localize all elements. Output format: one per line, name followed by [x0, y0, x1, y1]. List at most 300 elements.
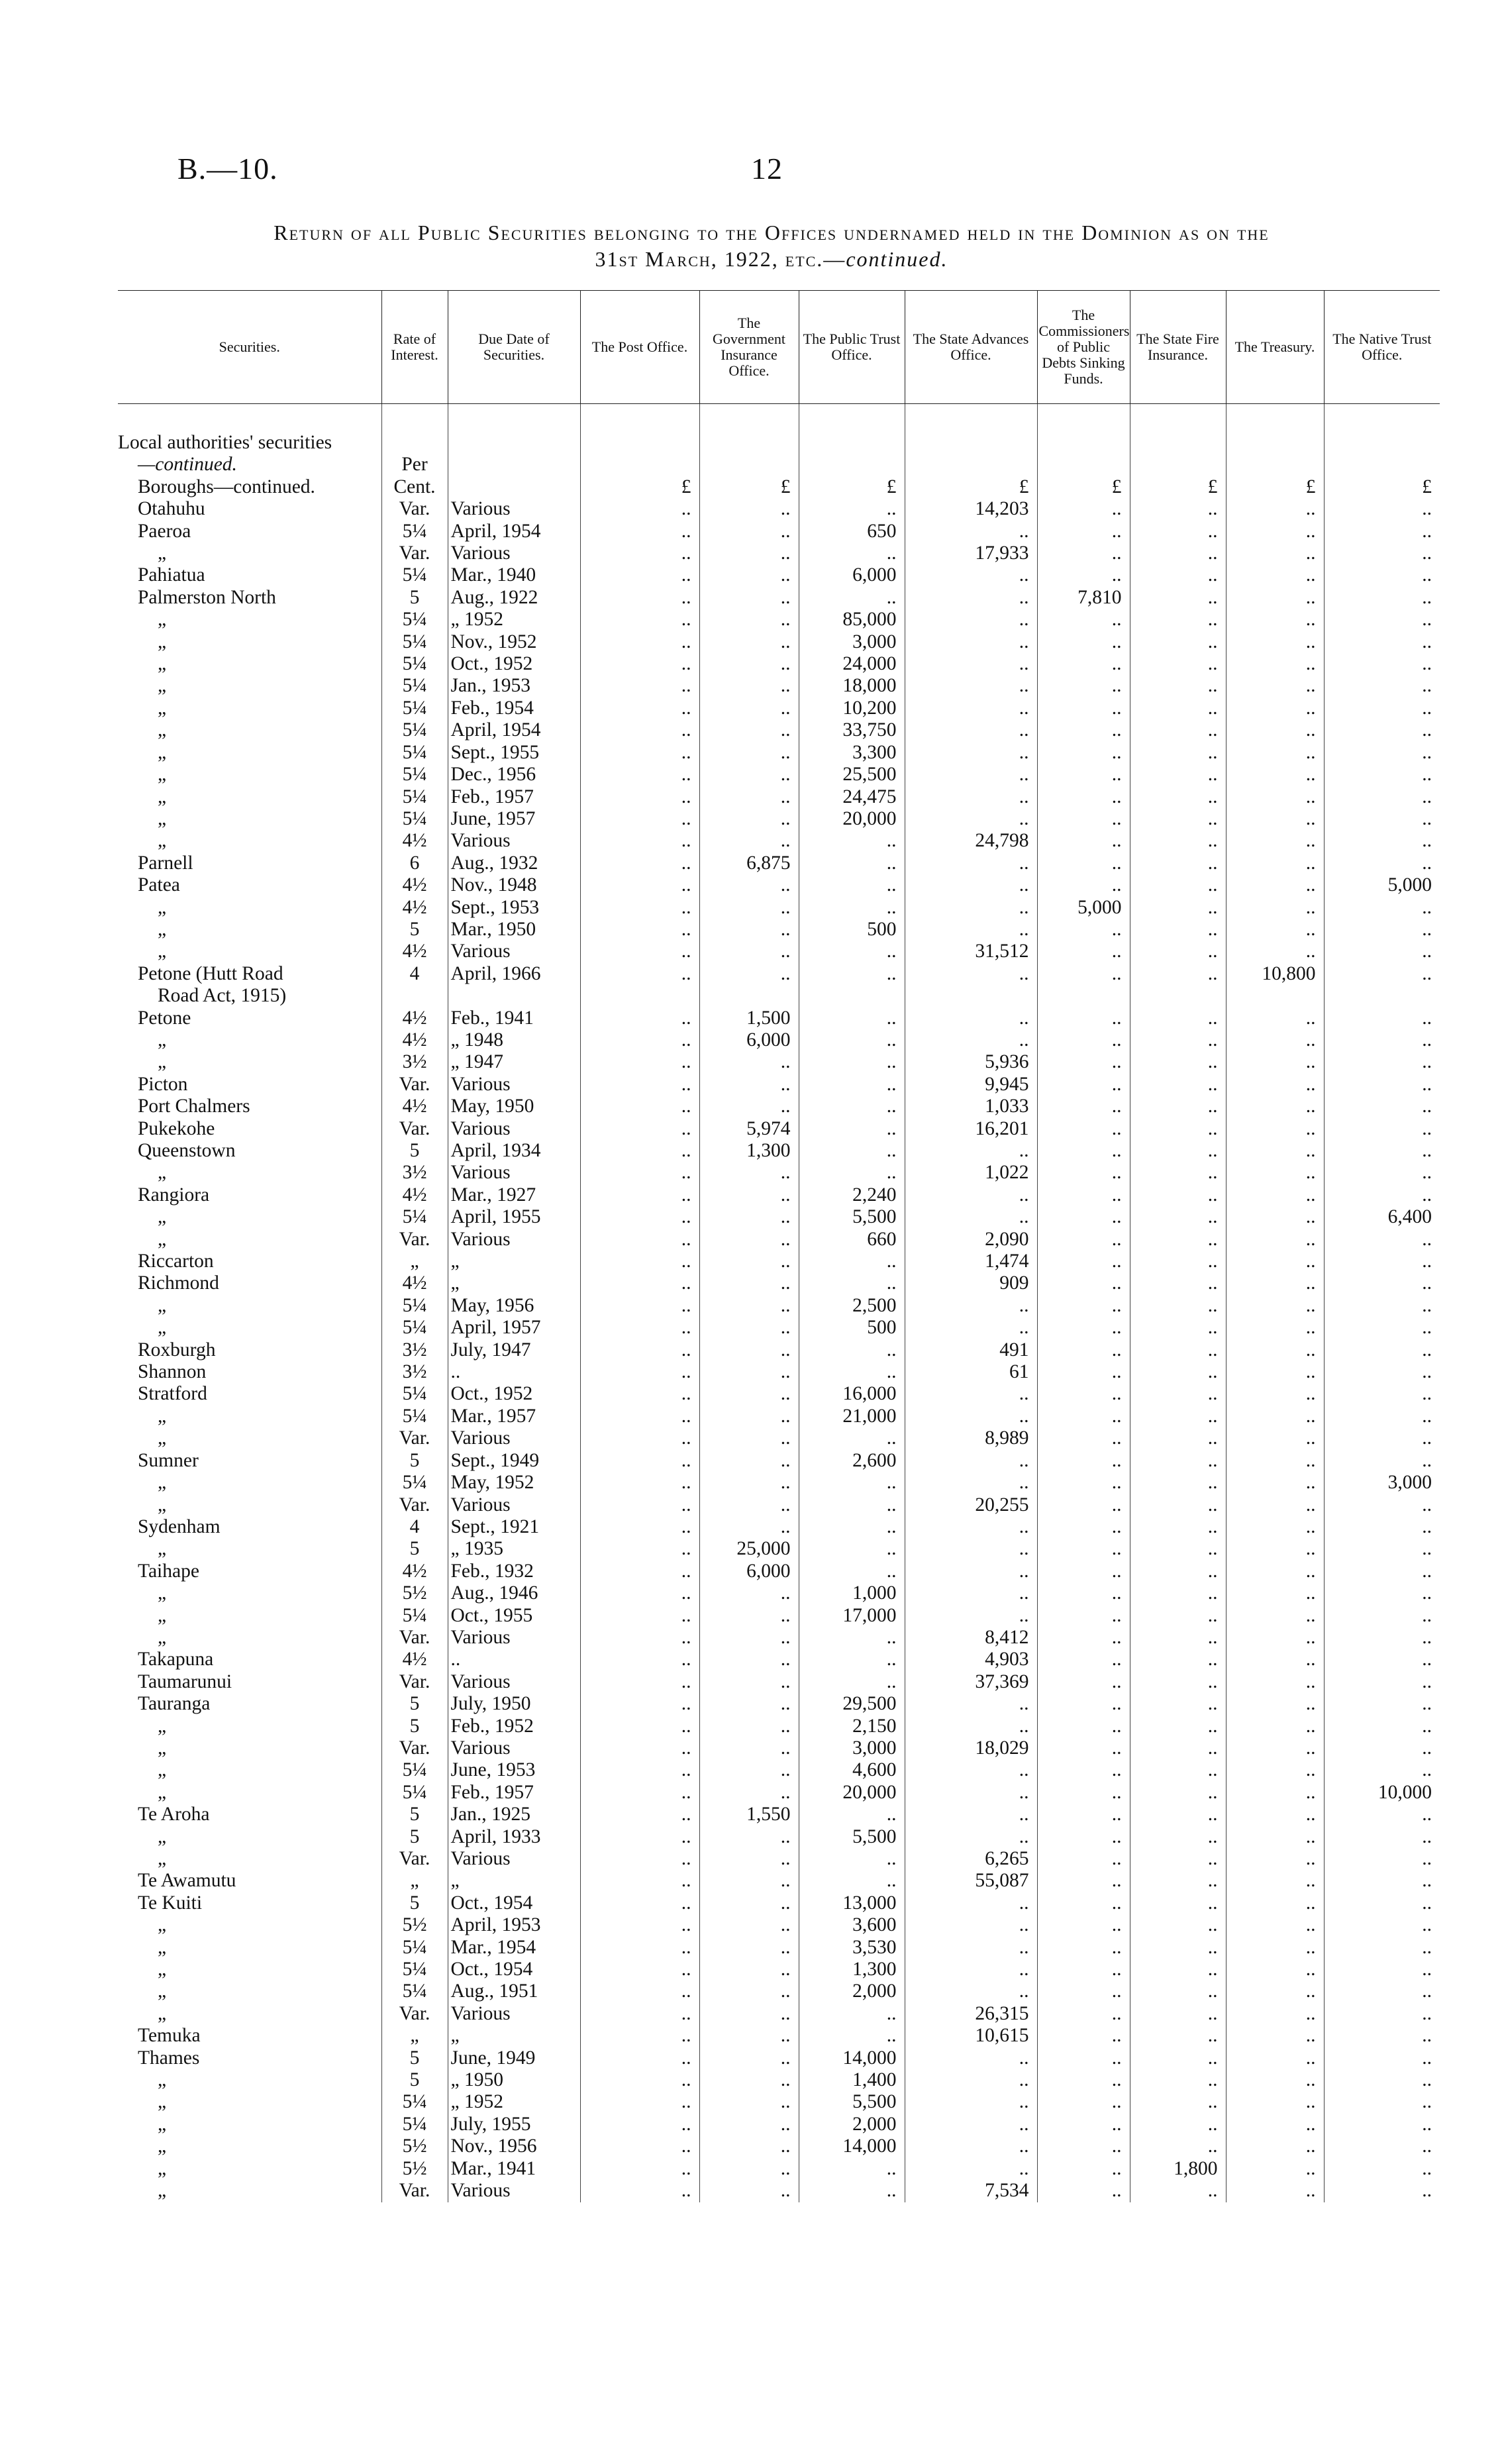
- cell-government-insurance: ..: [699, 1494, 799, 1516]
- cell-public-trust: ..: [799, 1427, 905, 1449]
- cell-security-name: „: [158, 675, 167, 697]
- cell-government-insurance: ..: [699, 1627, 799, 1649]
- cell-rate: 5: [381, 1140, 448, 1162]
- cell-state-fire: ..: [1130, 1339, 1226, 1361]
- cell-security-name: Thames: [138, 2047, 200, 2069]
- cell-government-insurance: ..: [699, 1582, 799, 1604]
- cell-post-office: ..: [580, 2025, 699, 2047]
- cell-government-insurance: ..: [699, 1914, 799, 1936]
- cell-security-name: „: [158, 2135, 167, 2157]
- cell-government-insurance: ..: [699, 1870, 799, 1892]
- cell-post-office: ..: [580, 1450, 699, 1472]
- cell-public-trust: 500: [799, 919, 905, 941]
- cell-due-date: „: [448, 2025, 580, 2047]
- cell-state-advances: ..: [905, 1693, 1037, 1715]
- table-row: [118, 1914, 1440, 1936]
- unit-cent: Cent.: [381, 476, 448, 498]
- cell-security-name: „: [158, 1959, 167, 1980]
- table-row: [118, 2069, 1440, 2091]
- cell-post-office: ..: [580, 1317, 699, 1339]
- cell-treasury: ..: [1226, 1184, 1324, 1206]
- cell-post-office: ..: [580, 1914, 699, 1936]
- cell-state-fire: ..: [1130, 830, 1226, 852]
- cell-public-trust: 650: [799, 521, 905, 542]
- cell-treasury: ..: [1226, 1582, 1324, 1604]
- cell-treasury: ..: [1226, 2047, 1324, 2069]
- table-row: [118, 1096, 1440, 1117]
- cell-security-name: „: [158, 1737, 167, 1759]
- cell-native-trust: ..: [1324, 653, 1440, 675]
- cell-due-date: May, 1950: [448, 1096, 580, 1117]
- cell-rate: Var.: [381, 1074, 448, 1096]
- cell-public-trust: ..: [799, 1029, 905, 1051]
- cell-government-insurance: ..: [699, 1980, 799, 2002]
- cell-government-insurance: ..: [699, 742, 799, 764]
- cell-due-date: Various: [448, 498, 580, 520]
- col-post-office: The Post Office.: [580, 291, 699, 404]
- cell-post-office: ..: [580, 2180, 699, 2202]
- cell-state-fire: ..: [1130, 653, 1226, 675]
- cell-public-trust: 14,000: [799, 2135, 905, 2157]
- cell-public-trust: ..: [799, 1804, 905, 1825]
- cell-state-advances: 17,933: [905, 542, 1037, 564]
- cell-rate: 5¼: [381, 1782, 448, 1804]
- cell-sinking-funds: ..: [1037, 675, 1130, 697]
- cell-public-trust: ..: [799, 1494, 905, 1516]
- cell-post-office: ..: [580, 1937, 699, 1959]
- cell-treasury: ..: [1226, 498, 1324, 520]
- cell-rate: 5¼: [381, 2091, 448, 2113]
- cell-security-name: „: [158, 2069, 167, 2091]
- cell-state-advances: ..: [905, 2114, 1037, 2135]
- cell-post-office: ..: [580, 1716, 699, 1737]
- cell-post-office: ..: [580, 1759, 699, 1781]
- cell-native-trust: ..: [1324, 1096, 1440, 1117]
- cell-state-fire: ..: [1130, 1627, 1226, 1649]
- cell-government-insurance: ..: [699, 1383, 799, 1405]
- cell-public-trust: 21,000: [799, 1406, 905, 1427]
- cell-due-date: „ 1952: [448, 2091, 580, 2113]
- cell-post-office: ..: [580, 1870, 699, 1892]
- cell-state-fire: ..: [1130, 542, 1226, 564]
- cell-state-advances: ..: [905, 742, 1037, 764]
- cell-treasury: [1226, 985, 1324, 1007]
- cell-treasury: ..: [1226, 675, 1324, 697]
- cell-state-advances: ..: [905, 1516, 1037, 1538]
- cell-government-insurance: ..: [699, 1339, 799, 1361]
- cell-sinking-funds: ..: [1037, 1339, 1130, 1361]
- cell-state-advances: ..: [905, 2135, 1037, 2157]
- table-row: [118, 1582, 1440, 1604]
- cell-public-trust: 660: [799, 1229, 905, 1251]
- cell-state-fire: ..: [1130, 1561, 1226, 1582]
- cell-rate: 3½: [381, 1361, 448, 1383]
- cell-sinking-funds: [1037, 985, 1130, 1007]
- cell-public-trust: 16,000: [799, 1383, 905, 1405]
- cell-treasury: ..: [1226, 587, 1324, 609]
- cell-rate: [381, 985, 448, 1007]
- cell-government-insurance: ..: [699, 764, 799, 786]
- cell-public-trust: 13,000: [799, 1892, 905, 1914]
- cell-security-name: Patea: [138, 874, 180, 896]
- cell-security-name: „: [158, 1228, 167, 1250]
- cell-sinking-funds: ..: [1037, 1914, 1130, 1936]
- cell-due-date: Sept., 1953: [448, 897, 580, 919]
- cell-treasury: ..: [1226, 2025, 1324, 2047]
- cell-native-trust: ..: [1324, 2135, 1440, 2157]
- cell-rate: 5: [381, 1450, 448, 1472]
- cell-native-trust: ..: [1324, 1361, 1440, 1383]
- table-header-row: [118, 291, 1440, 404]
- cell-native-trust: ..: [1324, 1427, 1440, 1449]
- cell-security-name: „: [158, 653, 167, 675]
- table-row: [118, 1229, 1440, 1251]
- cell-native-trust: ..: [1324, 2003, 1440, 2025]
- cell-due-date: Various: [448, 1494, 580, 1516]
- cell-native-trust: ..: [1324, 2114, 1440, 2135]
- cell-due-date: Aug., 1932: [448, 852, 580, 874]
- cell-treasury: ..: [1226, 564, 1324, 586]
- cell-treasury: ..: [1226, 1295, 1324, 1317]
- cell-state-fire: ..: [1130, 742, 1226, 764]
- unit-per: Per: [381, 454, 448, 476]
- table-row: [118, 1980, 1440, 2002]
- table-row: [118, 719, 1440, 741]
- cell-state-fire: ..: [1130, 631, 1226, 653]
- cell-post-office: ..: [580, 1782, 699, 1804]
- cell-native-trust: ..: [1324, 1494, 1440, 1516]
- cell-state-advances: 24,798: [905, 830, 1037, 852]
- cell-government-insurance: ..: [699, 1693, 799, 1715]
- cell-post-office: ..: [580, 1096, 699, 1117]
- cell-government-insurance: ..: [699, 542, 799, 564]
- cell-public-trust: 3,600: [799, 1914, 905, 1936]
- cell-sinking-funds: ..: [1037, 631, 1130, 653]
- cell-security-name: Queenstown: [138, 1140, 236, 1161]
- cell-security-name: „: [158, 631, 167, 652]
- cell-post-office: ..: [580, 1339, 699, 1361]
- cell-security-name: „: [158, 830, 167, 852]
- cell-government-insurance: ..: [699, 1605, 799, 1627]
- cell-rate: 5: [381, 1826, 448, 1848]
- cell-government-insurance: ..: [699, 631, 799, 653]
- cell-due-date: ..: [448, 1361, 580, 1383]
- cell-native-trust: ..: [1324, 2047, 1440, 2069]
- cell-state-fire: ..: [1130, 1295, 1226, 1317]
- cell-security-name: Picton: [138, 1073, 188, 1095]
- cell-security-name: Riccarton: [138, 1251, 214, 1272]
- cell-treasury: ..: [1226, 919, 1324, 941]
- cell-rate: 5¼: [381, 564, 448, 586]
- cell-government-insurance: ..: [699, 1184, 799, 1206]
- cell-public-trust: 29,500: [799, 1693, 905, 1715]
- cell-state-fire: 1,800: [1130, 2158, 1226, 2180]
- cell-rate: 5¼: [381, 1383, 448, 1405]
- cell-native-trust: 10,000: [1324, 1782, 1440, 1804]
- cell-native-trust: ..: [1324, 1826, 1440, 1848]
- table-row: [118, 1561, 1440, 1582]
- cell-native-trust: ..: [1324, 1627, 1440, 1649]
- table-row: [118, 1140, 1440, 1162]
- cell-rate: 5: [381, 1693, 448, 1715]
- cell-government-insurance: 1,300: [699, 1140, 799, 1162]
- cell-government-insurance: ..: [699, 1051, 799, 1073]
- unit-pound: £: [1130, 476, 1226, 498]
- cell-security-name: Sumner: [138, 1449, 199, 1471]
- cell-rate: 4½: [381, 1649, 448, 1670]
- cell-state-fire: ..: [1130, 1051, 1226, 1073]
- cell-due-date: June, 1949: [448, 2047, 580, 2069]
- cell-state-advances: 9,945: [905, 1074, 1037, 1096]
- cell-rate: 5¼: [381, 697, 448, 719]
- cell-state-fire: ..: [1130, 1074, 1226, 1096]
- section-row: [118, 454, 1440, 476]
- cell-security-name: Shannon: [138, 1361, 207, 1383]
- cell-state-advances: ..: [905, 963, 1037, 985]
- table-row: [118, 2180, 1440, 2202]
- cell-rate: 5¼: [381, 808, 448, 830]
- cell-treasury: ..: [1226, 1450, 1324, 1472]
- cell-government-insurance: ..: [699, 1759, 799, 1781]
- cell-state-advances: ..: [905, 1383, 1037, 1405]
- cell-rate: Var.: [381, 1737, 448, 1759]
- cell-security-name: „: [158, 1317, 167, 1339]
- cell-sinking-funds: ..: [1037, 1671, 1130, 1693]
- cell-public-trust: ..: [799, 1118, 905, 1140]
- cell-post-office: ..: [580, 963, 699, 985]
- cell-due-date: Various: [448, 1162, 580, 1184]
- table-row: [118, 1627, 1440, 1649]
- cell-post-office: ..: [580, 1516, 699, 1538]
- cell-state-fire: ..: [1130, 1848, 1226, 1870]
- cell-state-fire: ..: [1130, 1472, 1226, 1494]
- cell-due-date: April, 1953: [448, 1914, 580, 1936]
- cell-due-date: April, 1934: [448, 1140, 580, 1162]
- cell-government-insurance: ..: [699, 1361, 799, 1383]
- cell-native-trust: 6,400: [1324, 1206, 1440, 1228]
- cell-post-office: ..: [580, 1582, 699, 1604]
- cell-sinking-funds: ..: [1037, 1272, 1130, 1294]
- unit-pound: £: [699, 476, 799, 498]
- cell-government-insurance: ..: [699, 2047, 799, 2069]
- cell-due-date: Feb., 1957: [448, 786, 580, 808]
- cell-treasury: ..: [1226, 1605, 1324, 1627]
- cell-sinking-funds: ..: [1037, 742, 1130, 764]
- cell-sinking-funds: ..: [1037, 1118, 1130, 1140]
- cell-state-advances: ..: [905, 1716, 1037, 1737]
- cell-sinking-funds: ..: [1037, 1427, 1130, 1449]
- table-row: [118, 587, 1440, 609]
- cell-public-trust: ..: [799, 1671, 905, 1693]
- cell-state-advances: ..: [905, 1007, 1037, 1029]
- cell-government-insurance: ..: [699, 2180, 799, 2202]
- cell-state-fire: ..: [1130, 786, 1226, 808]
- cell-public-trust: ..: [799, 1361, 905, 1383]
- cell-post-office: ..: [580, 1804, 699, 1825]
- cell-native-trust: ..: [1324, 1074, 1440, 1096]
- cell-due-date: „ 1950: [448, 2069, 580, 2091]
- cell-security-name: „: [158, 1759, 167, 1781]
- cell-due-date: Oct., 1954: [448, 1892, 580, 1914]
- cell-security-name: Pukekohe: [138, 1117, 215, 1139]
- cell-native-trust: ..: [1324, 2180, 1440, 2202]
- cell-native-trust: [1324, 985, 1440, 1007]
- cell-state-advances: ..: [905, 1406, 1037, 1427]
- cell-rate: 5: [381, 1538, 448, 1560]
- cell-rate: 3½: [381, 1051, 448, 1073]
- cell-treasury: ..: [1226, 1361, 1324, 1383]
- cell-public-trust: 2,240: [799, 1184, 905, 1206]
- cell-state-advances: ..: [905, 675, 1037, 697]
- cell-sinking-funds: ..: [1037, 2091, 1130, 2113]
- cell-native-trust: ..: [1324, 609, 1440, 631]
- cell-state-advances: 491: [905, 1339, 1037, 1361]
- cell-native-trust: ..: [1324, 521, 1440, 542]
- cell-rate: 4½: [381, 1029, 448, 1051]
- cell-government-insurance: ..: [699, 1317, 799, 1339]
- table-row: [118, 830, 1440, 852]
- cell-state-fire: ..: [1130, 1251, 1226, 1272]
- cell-treasury: ..: [1226, 1229, 1324, 1251]
- cell-state-advances: ..: [905, 1782, 1037, 1804]
- cell-public-trust: 10,200: [799, 697, 905, 719]
- table-row: [118, 609, 1440, 631]
- table-row: [118, 2114, 1440, 2135]
- cell-post-office: ..: [580, 874, 699, 896]
- cell-post-office: ..: [580, 1118, 699, 1140]
- cell-post-office: ..: [580, 742, 699, 764]
- cell-state-fire: ..: [1130, 1649, 1226, 1670]
- cell-government-insurance: ..: [699, 653, 799, 675]
- table-row: [118, 941, 1440, 962]
- cell-due-date: ..: [448, 1649, 580, 1670]
- table-row: [118, 1118, 1440, 1140]
- cell-treasury: ..: [1226, 897, 1324, 919]
- cell-sinking-funds: ..: [1037, 1074, 1130, 1096]
- cell-post-office: ..: [580, 1184, 699, 1206]
- cell-public-trust: ..: [799, 1561, 905, 1582]
- cell-rate: 6: [381, 852, 448, 874]
- cell-public-trust: 2,600: [799, 1450, 905, 1472]
- table-row: [118, 1716, 1440, 1737]
- cell-treasury: ..: [1226, 1007, 1324, 1029]
- table-row: [118, 2047, 1440, 2069]
- cell-due-date: May, 1956: [448, 1295, 580, 1317]
- cell-sinking-funds: ..: [1037, 1649, 1130, 1670]
- cell-treasury: ..: [1226, 1937, 1324, 1959]
- cell-government-insurance: ..: [699, 521, 799, 542]
- cell-government-insurance: ..: [699, 1251, 799, 1272]
- cell-post-office: ..: [580, 1406, 699, 1427]
- cell-native-trust: 5,000: [1324, 874, 1440, 896]
- cell-state-advances: 14,203: [905, 498, 1037, 520]
- cell-rate: 5¼: [381, 1605, 448, 1627]
- cell-native-trust: ..: [1324, 1251, 1440, 1272]
- cell-public-trust: 2,500: [799, 1295, 905, 1317]
- cell-public-trust: 20,000: [799, 808, 905, 830]
- cell-public-trust: ..: [799, 1472, 905, 1494]
- cell-treasury: ..: [1226, 2114, 1324, 2135]
- cell-due-date: April, 1954: [448, 719, 580, 741]
- cell-post-office: ..: [580, 897, 699, 919]
- unit-pound: £: [1226, 476, 1324, 498]
- cell-native-trust: ..: [1324, 1029, 1440, 1051]
- cell-state-fire: ..: [1130, 2180, 1226, 2202]
- cell-public-trust: ..: [799, 941, 905, 962]
- cell-treasury: ..: [1226, 2180, 1324, 2202]
- col-state-fire: The State Fire Insurance.: [1130, 291, 1226, 404]
- cell-state-advances: ..: [905, 1317, 1037, 1339]
- cell-due-date: Dec., 1956: [448, 764, 580, 786]
- cell-treasury: ..: [1226, 1317, 1324, 1339]
- cell-post-office: ..: [580, 1295, 699, 1317]
- cell-security-name: „: [158, 2157, 167, 2179]
- cell-public-trust: ..: [799, 542, 905, 564]
- cell-rate: 5¼: [381, 1206, 448, 1228]
- cell-public-trust: 5,500: [799, 1826, 905, 1848]
- cell-native-trust: ..: [1324, 1937, 1440, 1959]
- cell-due-date: „ 1952: [448, 609, 580, 631]
- cell-treasury: ..: [1226, 1671, 1324, 1693]
- table-row: [118, 675, 1440, 697]
- cell-sinking-funds: ..: [1037, 941, 1130, 962]
- cell-due-date: „ 1948: [448, 1029, 580, 1051]
- cell-native-trust: ..: [1324, 852, 1440, 874]
- cell-treasury: ..: [1226, 1272, 1324, 1294]
- cell-due-date: Various: [448, 1671, 580, 1693]
- cell-government-insurance: ..: [699, 2135, 799, 2157]
- cell-treasury: ..: [1226, 1914, 1324, 1936]
- cell-treasury: ..: [1226, 1383, 1324, 1405]
- table-row: [118, 2025, 1440, 2047]
- cell-government-insurance: ..: [699, 2003, 799, 2025]
- cell-public-trust: 1,400: [799, 2069, 905, 2091]
- cell-sinking-funds: ..: [1037, 1096, 1130, 1117]
- cell-security-name: „: [158, 1294, 167, 1316]
- cell-sinking-funds: ..: [1037, 1937, 1130, 1959]
- cell-post-office: ..: [580, 1361, 699, 1383]
- cell-native-trust: ..: [1324, 2091, 1440, 2113]
- cell-public-trust: ..: [799, 1848, 905, 1870]
- cell-government-insurance: ..: [699, 1472, 799, 1494]
- cell-security-name: Rangiora: [138, 1184, 210, 1206]
- cell-security-name: Palmerston North: [138, 586, 276, 608]
- cell-treasury: ..: [1226, 1251, 1324, 1272]
- cell-due-date: Mar., 1954: [448, 1937, 580, 1959]
- cell-post-office: ..: [580, 1605, 699, 1627]
- cell-government-insurance: ..: [699, 719, 799, 741]
- cell-government-insurance: ..: [699, 1162, 799, 1184]
- cell-due-date: „: [448, 1870, 580, 1892]
- cell-rate: 4½: [381, 1272, 448, 1294]
- cell-native-trust: ..: [1324, 1649, 1440, 1670]
- cell-treasury: ..: [1226, 1980, 1324, 2002]
- cell-treasury: ..: [1226, 1118, 1324, 1140]
- document-reference: B.—10.: [177, 152, 278, 185]
- cell-post-office: ..: [580, 1007, 699, 1029]
- cell-rate: 5¼: [381, 653, 448, 675]
- cell-post-office: ..: [580, 564, 699, 586]
- cell-government-insurance: ..: [699, 1671, 799, 1693]
- cell-rate: 3½: [381, 1162, 448, 1184]
- cell-government-insurance: ..: [699, 1848, 799, 1870]
- cell-sinking-funds: ..: [1037, 830, 1130, 852]
- cell-government-insurance: 25,000: [699, 1538, 799, 1560]
- cell-native-trust: ..: [1324, 2069, 1440, 2091]
- cell-state-advances: ..: [905, 2091, 1037, 2113]
- table-row: [118, 1693, 1440, 1715]
- cell-security-name: Port Chalmers: [138, 1096, 250, 1117]
